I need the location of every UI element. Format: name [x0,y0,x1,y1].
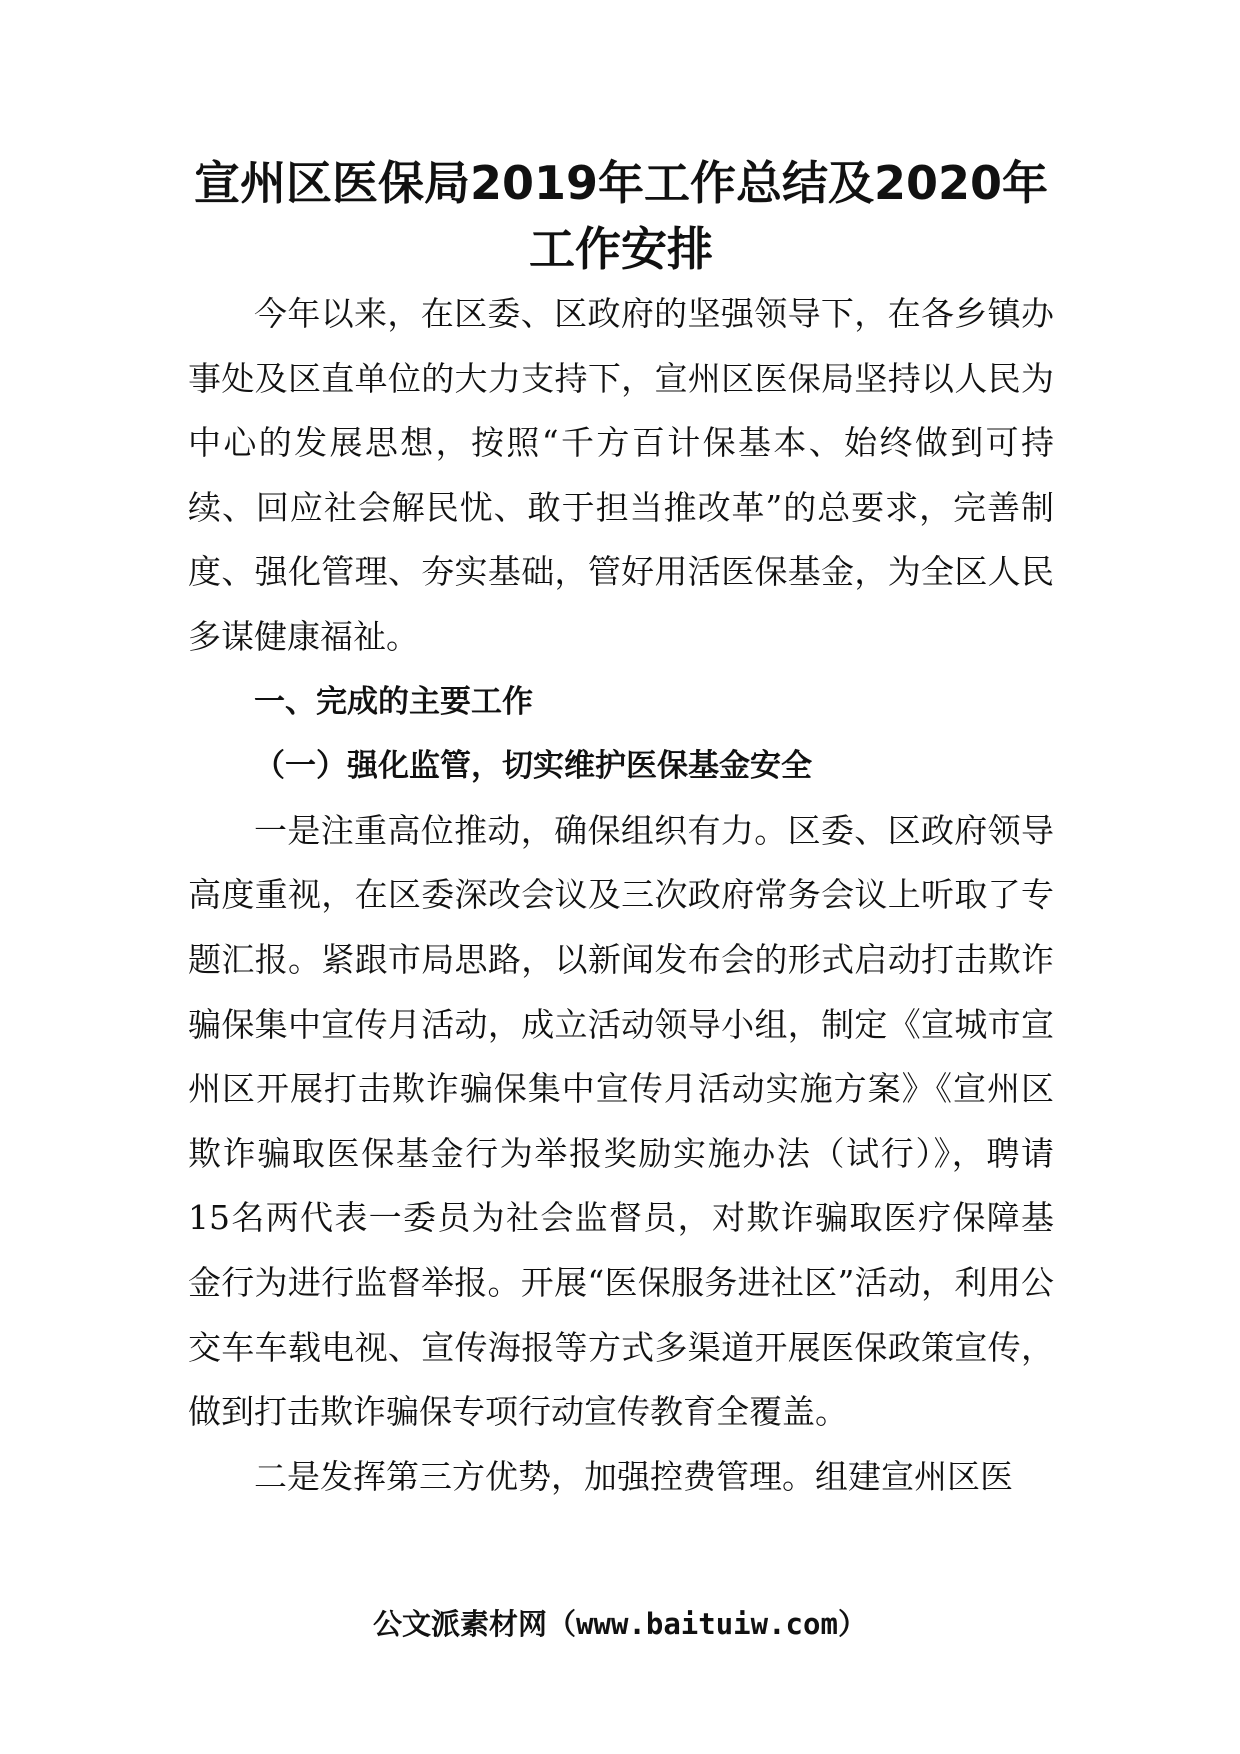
intro-paragraph: 今年以来，在区委、区政府的坚强领导下，在各乡镇办事处及区直单位的大力支持下，宣州区医保局坚持以人民为中心的发展思想，按照“千方百计保基本、始终做到可持续、回应社会解民忧、敢于担当推改革”的总要求，完善制度、强化管理、夯实基础，管好用活医保基金，为全区人民多谋健康福祉。 [188,294,1054,656]
section-heading-main-work: 一、完成的主要工作 [254,683,533,720]
footer-url: （www.baituiw.com） [547,1607,867,1641]
document-page [188,150,1054,1509]
footer-site-name: 公文派素材网 [373,1607,548,1641]
subsection-heading-supervision: （一）强化监管，切实维护医保基金安全 [254,748,812,785]
paragraph-high-level-push: 一是注重高位推动，确保组织有力。区委、区政府领导高度重视，在区委深改会议及三次政府常务会议上听取了专题汇报。紧跟市局思路，以新闻发布会的形式启动打击欺诈骗保集中宣传月活动，成立活动领导小组，制定《宣城市宣州区开展打击欺诈骗保集中宣传月活动实施方案》《宣州区欺诈骗取医保基金行为举报奖励实施办法（试行）》，聘请15名两代表一委员为社会监督员，对欺诈骗取医疗保障基金行为进行监督举报。开展“医保服务进社区”活动，利用公交车车载电视、宣传海报等方式多渠道开展医保政策宣传，做到打击欺诈骗保专项行动宣传教育全覆盖。 [188,810,1054,1432]
page-footer [0,1604,1240,1644]
paragraph-third-party: 二是发挥第三方优势，加强控费管理。组建宣州区医 [254,1456,1013,1496]
document-title: 宣州区医保局2019年工作总结及2020年工作安排 [193,156,1049,276]
